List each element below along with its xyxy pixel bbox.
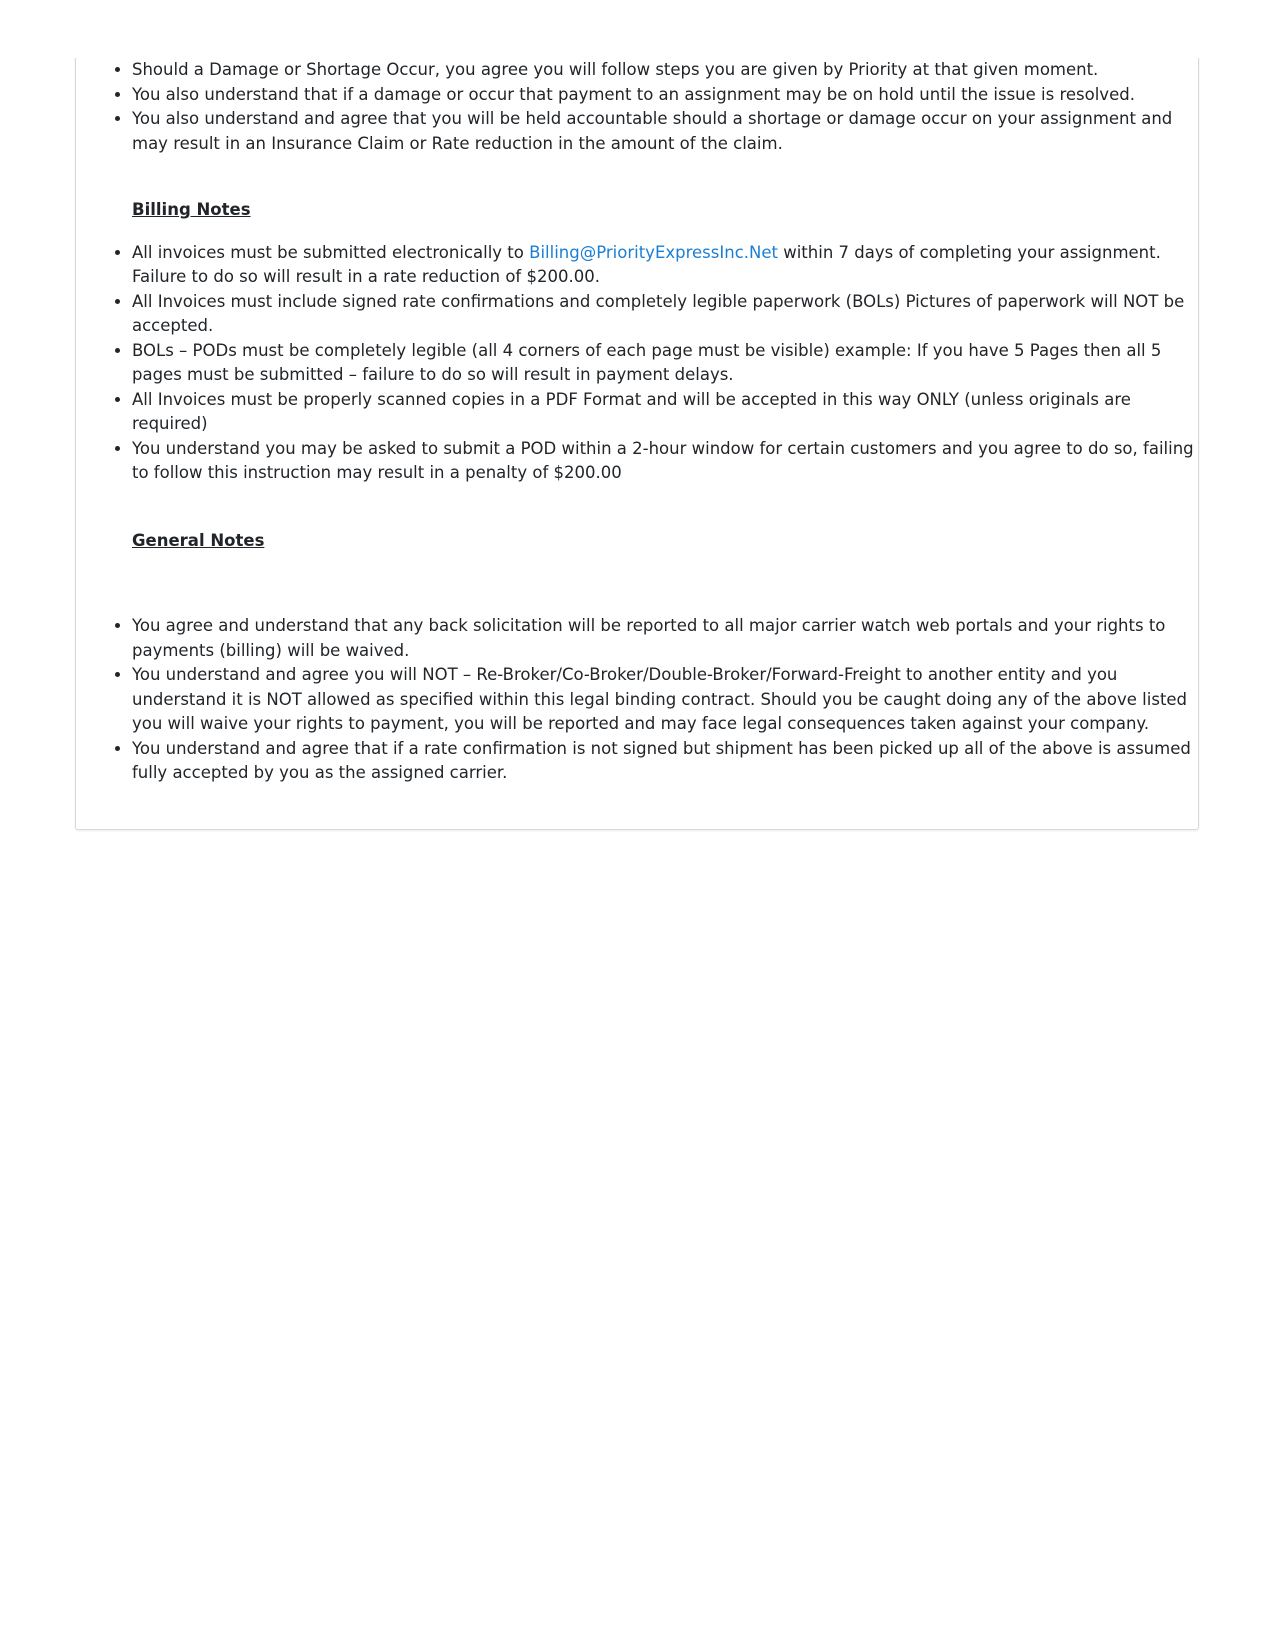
list-item: • You understand and agree that if a rate confirmation is not signed but shipment has been picked up all of the above is assumed fully accepted by you as the assigned carrier.	[132, 737, 1194, 786]
list-item: • BOLs – PODs must be completely legible (all 4 corners of each page must be visible) example: If you have 5 Pages then all 5 pages must be submitted – failure to do so will result in payment delays.	[132, 339, 1194, 388]
list-item: • You understand and agree you will NOT – Re-Broker/Co-Broker/Double-Broker/Forward-Freight to another entity and you understand it is NOT allowed as specified within this legal binding contract. Should you be caught doing any of the above listed you will waive your rights to payment, you will be reported and may face legal consequences taken against your company.	[132, 663, 1194, 737]
list-item: • You also understand and agree that you will be held accountable should a shortage or damage occur on your assignment and may result in an Insurance Claim or Rate reduction in the amount of the claim.	[132, 107, 1194, 156]
billing-notes-heading: Billing Notes	[132, 200, 251, 219]
damage-list	[108, 58, 1194, 156]
list-item: • All Invoices must be properly scanned copies in a PDF Format and will be accepted in this way ONLY (unless originals are required)	[132, 388, 1194, 437]
billing-text-before-link: All invoices must be submitted electronically to	[132, 242, 530, 262]
list-item: • All Invoices must include signed rate confirmations and completely legible paperwork (BOLs) Pictures of paperwork will NOT be accepted.	[132, 290, 1194, 339]
list-item: • You also understand that if a damage or occur that payment to an assignment may be on hold until the issue is resolved.	[132, 83, 1194, 108]
general-notes-heading: General Notes	[132, 530, 265, 550]
billing-email-link[interactable]: Billing@PriorityExpressInc.Net	[529, 242, 778, 262]
terms-content	[108, 58, 1194, 786]
billing-list	[108, 241, 1194, 486]
list-item: • Should a Damage or Shortage Occur, you agree you will follow steps you are given by Priority at that given moment.	[132, 58, 1194, 83]
billing-text-after-link: within 7 days of completing your assignment. Failure to do so will result in a rate reduction of $200.00.	[132, 242, 1161, 286]
list-item: • You understand you may be asked to submit a POD within a 2-hour window for certain customers and you agree to do so, failing to follow this instruction may result in a penalty of $200.00	[132, 437, 1194, 486]
list-item	[132, 241, 1194, 290]
general-list	[108, 614, 1194, 786]
list-item: • You agree and understand that any back solicitation will be reported to all major carrier watch web portals and your rights to payments (billing) will be waived.	[132, 614, 1194, 663]
